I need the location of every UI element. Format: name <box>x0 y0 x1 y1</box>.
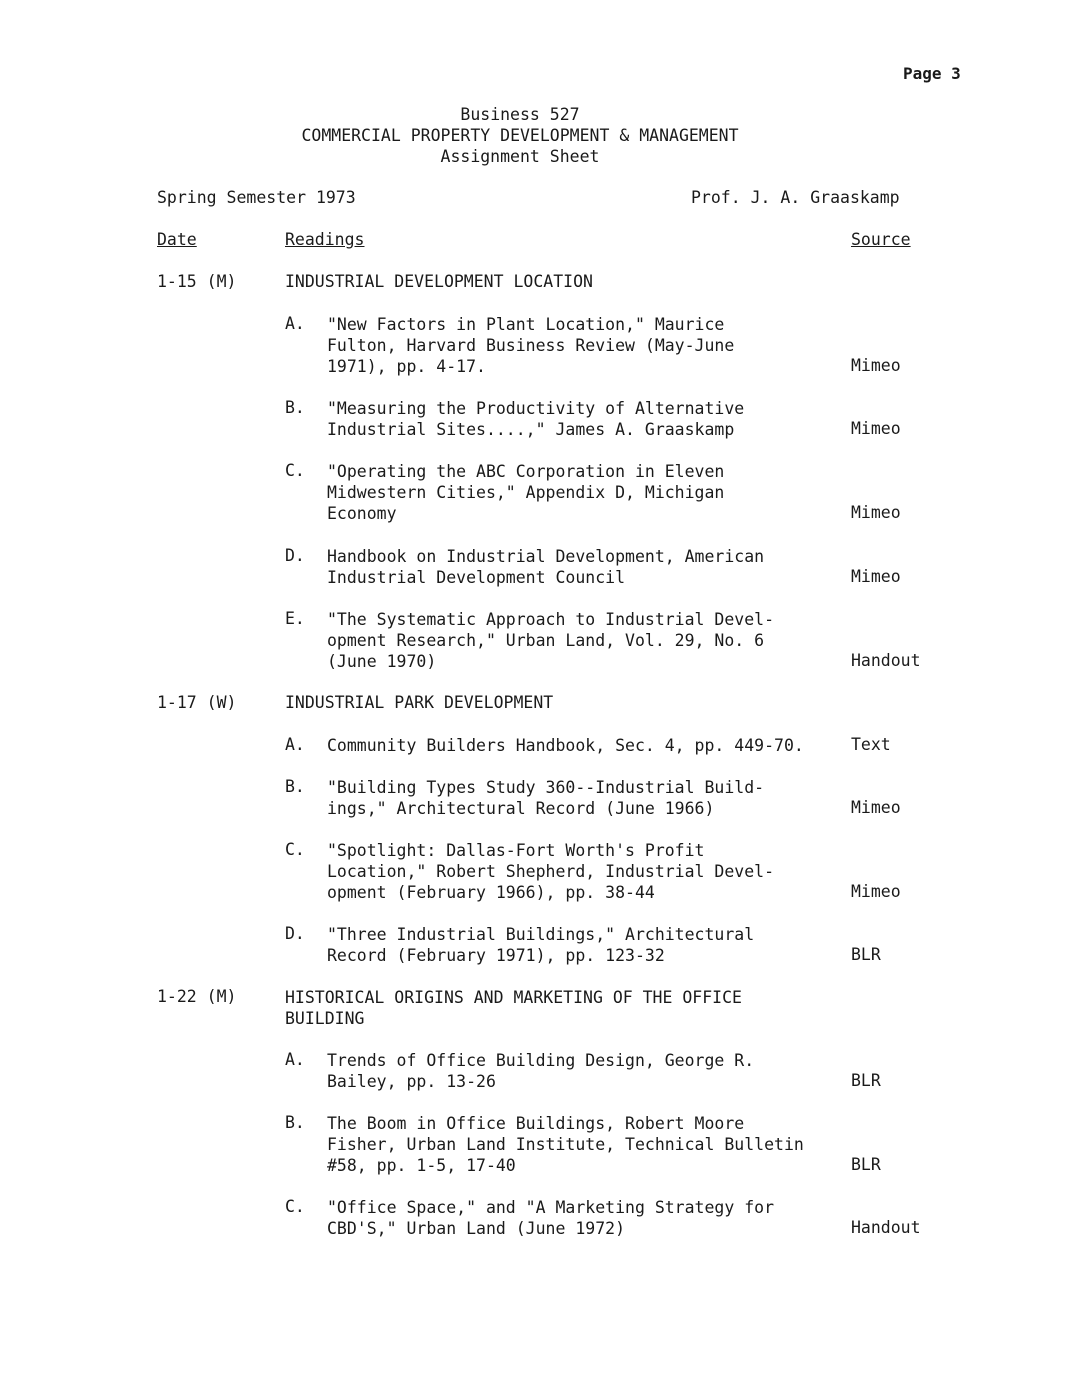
reading-line: opment Research," Urban Land, Vol. 29, No. 6 <box>327 631 765 651</box>
item-letter: C. <box>285 1197 305 1216</box>
reading-line: Fisher, Urban Land Institute, Technical Bulletin <box>327 1135 804 1155</box>
source-label: BLR <box>851 1155 881 1174</box>
reading-line: "Office Space," and "A Marketing Strategy for <box>327 1198 775 1217</box>
reading-item <box>327 1050 754 1092</box>
reading-line: Industrial Sites....," James A. Graaskamp <box>327 420 735 440</box>
item-letter: B. <box>285 777 305 796</box>
source-label: Text <box>851 735 891 754</box>
reading-line: The Boom in Office Buildings, Robert Moore <box>327 1114 745 1133</box>
reading-item <box>327 1113 804 1177</box>
session-topic <box>285 987 742 1029</box>
reading-item <box>327 546 764 588</box>
column-header-date: Date <box>157 230 197 249</box>
reading-item <box>327 840 774 904</box>
reading-line: Economy <box>327 504 397 524</box>
reading-line: Bailey, pp. 13-26 <box>327 1072 496 1092</box>
source-label: Mimeo <box>851 419 901 438</box>
reading-line: #58, pp. 1-5, 17-40 <box>327 1156 516 1176</box>
reading-line: Record (February 1971), pp. 123-32 <box>327 946 665 966</box>
reading-item <box>327 609 774 673</box>
course-number: Business 527 <box>460 105 580 124</box>
item-letter: A. <box>285 735 305 754</box>
source-label: Mimeo <box>851 882 901 901</box>
reading-item <box>327 398 744 440</box>
reading-line: Midwestern Cities," Appendix D, Michigan <box>327 483 725 503</box>
reading-line: Trends of Office Building Design, George R. <box>327 1051 755 1070</box>
reading-line: "New Factors in Plant Location," Maurice <box>327 315 725 334</box>
reading-line: "Spotlight: Dallas-Fort Worth's Profit <box>327 841 705 860</box>
source-label: Mimeo <box>851 356 901 375</box>
session-topic-line: HISTORICAL ORIGINS AND MARKETING OF THE OFFICE <box>285 988 742 1007</box>
source-label: Mimeo <box>851 503 901 522</box>
reading-line: "Measuring the Productivity of Alternative <box>327 399 745 418</box>
source-label: BLR <box>851 1071 881 1090</box>
source-label: Handout <box>851 651 921 670</box>
reading-line: CBD'S," Urban Land (June 1972) <box>327 1219 626 1239</box>
semester: Spring Semester 1973 <box>157 188 356 207</box>
item-letter: B. <box>285 1113 305 1132</box>
item-letter: C. <box>285 840 305 859</box>
reading-line: Community Builders Handbook, Sec. 4, pp. 449-70. <box>327 736 804 755</box>
reading-item <box>327 461 724 525</box>
item-letter: A. <box>285 1050 305 1069</box>
item-letter: A. <box>285 314 305 333</box>
page-number: Page 3 <box>903 64 961 83</box>
reading-line: opment (February 1966), pp. 38-44 <box>327 883 655 903</box>
reading-line: "Three Industrial Buildings," Architectural <box>327 925 755 944</box>
reading-line: 1971), pp. 4-17. <box>327 357 486 377</box>
reading-line: "Operating the ABC Corporation in Eleven <box>327 462 725 481</box>
reading-line: Location," Robert Shepherd, Industrial Devel- <box>327 862 775 882</box>
item-letter: C. <box>285 461 305 480</box>
column-header-source: Source <box>851 230 911 249</box>
reading-line: "The Systematic Approach to Industrial Devel- <box>327 610 775 629</box>
session-date: 1-15 (M) <box>157 272 237 291</box>
session-topic-line: BUILDING <box>285 1009 365 1029</box>
item-letter: E. <box>285 609 305 628</box>
reading-item <box>327 1197 774 1239</box>
reading-item <box>327 777 764 819</box>
source-label: Mimeo <box>851 567 901 586</box>
item-letter: D. <box>285 924 305 943</box>
sheet-subtitle: Assignment Sheet <box>440 147 600 166</box>
session-date: 1-17 (W) <box>157 693 237 712</box>
item-letter: D. <box>285 546 305 565</box>
source-label: Handout <box>851 1218 921 1237</box>
column-header-readings: Readings <box>285 230 365 249</box>
reading-line: (June 1970) <box>327 652 437 672</box>
reading-line: Industrial Development Council <box>327 568 626 588</box>
session-topic: INDUSTRIAL DEVELOPMENT LOCATION <box>285 272 593 291</box>
reading-line: Fulton, Harvard Business Review (May-June <box>327 336 735 356</box>
session-topic: INDUSTRIAL PARK DEVELOPMENT <box>285 693 554 712</box>
source-label: BLR <box>851 945 881 964</box>
reading-line: "Building Types Study 360--Industrial Build- <box>327 778 765 797</box>
course-title: COMMERCIAL PROPERTY DEVELOPMENT & MANAGEMENT <box>301 126 739 145</box>
item-letter: B. <box>285 398 305 417</box>
reading-item <box>327 924 754 966</box>
reading-line: Handbook on Industrial Development, American <box>327 547 765 566</box>
source-label: Mimeo <box>851 798 901 817</box>
reading-item <box>327 735 804 756</box>
session-date: 1-22 (M) <box>157 987 237 1006</box>
reading-item <box>327 314 734 378</box>
reading-line: ings," Architectural Record (June 1966) <box>327 799 715 819</box>
professor: Prof. J. A. Graaskamp <box>691 188 900 207</box>
